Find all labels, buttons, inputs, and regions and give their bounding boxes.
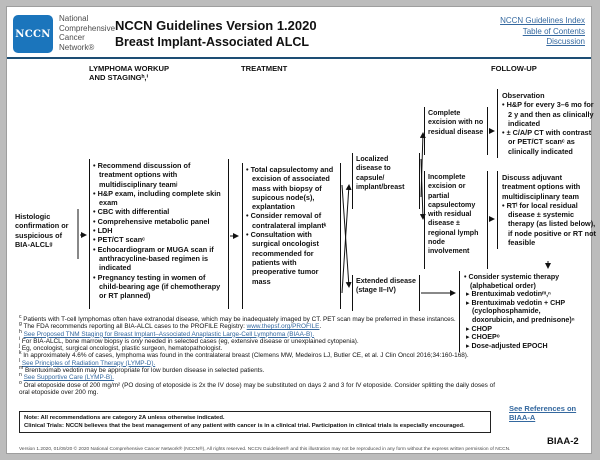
workup-item: • CBC with differential — [93, 207, 170, 217]
workup-item: • Pregnancy testing in women of child-bearing age (if chemotherapy or RT planned) — [93, 272, 221, 301]
box-extended-disease: Extended disease (stage II–IV) — [352, 275, 420, 311]
treatment-item: • Consider removal of contralateral implantᵏ — [246, 211, 327, 230]
footnote-h: $^h$ See Proposed TNM Staging for Breast Implant–Associated Anaplastic Large-Cell Lymphoma (BIAA-B). — [19, 328, 315, 338]
workup-item: • Comprehensive metabolic panel — [93, 216, 210, 226]
header-divider — [7, 57, 591, 59]
workup-item: • PET/CT scanᶜ — [93, 235, 145, 245]
box-localized-disease: Localized disease to capsule/ implant/breast — [352, 153, 420, 209]
column-header-workup: LYMPHOMA WORKUP AND STAGINGʰ,ⁱ — [89, 64, 170, 82]
org-line: Cancer — [59, 33, 85, 42]
box-treatment — [242, 163, 341, 309]
box-incomplete-excision: Incomplete excision or partial capsulectomy with residual disease ± regional lymph node involvement — [424, 171, 488, 269]
discuss-lead: Discuss adjuvant treatment options with multidisciplinary team — [502, 173, 581, 201]
org-line: Comprehensive — [59, 23, 116, 33]
link-tnm-staging[interactable]: See Proposed TNM Staging for Breast Implant–Associated Anaplastic Large-Cell Lymphoma (BIAA-B). — [23, 330, 315, 338]
systemic-item: ▸ Dose-adjusted EPOCH — [466, 341, 548, 350]
systemic-item: ▸ CHOP — [466, 324, 493, 333]
org-line: Network® — [59, 42, 95, 52]
org-name — [59, 14, 115, 52]
box-observation — [497, 89, 595, 158]
footnote-o: $^o$ Oral etoposide dose of 200 mg/m² (PO dosing of etoposide is 2x the IV dose) may be substituted on days 2 and 3 for IV etoposide. Consider splitting the daily doses of oral etoposide over 200 mg. — [19, 379, 495, 396]
treatment-item: • Total capsulectomy and excision of associated mass with biopsy of supicous node(s), explantation — [246, 165, 334, 212]
box-complete-excision: Complete excision with no residual disease — [424, 107, 488, 155]
note-box — [19, 411, 491, 433]
box-workup — [89, 159, 229, 309]
systemic-item: ▸ Brentuximab vedotinᵐ,ⁿ — [466, 290, 551, 299]
footnote-m: $^m$ Brentuximab vedotin may be appropriate for low burden disease in selected patients. — [19, 364, 265, 375]
box-discuss-adjuvant — [497, 171, 597, 249]
observation-item: • H&P for every 3–6 mo for 2 y and then as clinically indicated — [502, 100, 594, 128]
workup-item: • Echocardiogram or MUGA scan if anthracycline-based regimen is indicated — [93, 244, 214, 273]
column-header-followup: FOLLOW-UP — [491, 64, 537, 73]
arrow-localized-to-incomplete — [421, 159, 423, 219]
observation-item: • ± C/A/P CT with contrast or PET/CT scanᶜ as clinically indicated — [502, 128, 592, 156]
footnotes — [19, 313, 499, 396]
workup-item: • LDH — [93, 226, 113, 236]
systemic-item: ▸ CHOEPᵒ — [466, 333, 500, 342]
copyright-text: Version 1.2020, 01/09/20 © 2020 National Comprehensive Cancer Network® (NCCN®), All rights reserved. NCCN Guidelines® and this illustration may not be reproduced in any form without the express written permission of NCCN. — [19, 447, 511, 452]
footnote-l: $^l$ See Principles of Radiation Therapy (LYMP-D). — [19, 357, 156, 367]
org-line: National — [59, 14, 89, 23]
link-profile-registry[interactable]: www.thepsf.org/PROFILE — [246, 323, 320, 331]
header-links — [500, 16, 585, 48]
entry-label-histologic-confirmation: Histologic confirmation or suspicious of BIA-ALCLᵍ — [15, 212, 69, 249]
link-references-biaa-a[interactable]: See References on BIAA-A — [509, 404, 577, 422]
link-supportive-care[interactable]: See Supportive Care (LYMP-B). — [23, 374, 115, 382]
link-guidelines-index[interactable]: NCCN Guidelines Index — [500, 16, 585, 25]
page-number: BIAA-2 — [547, 436, 579, 447]
observation-title: Observation — [502, 91, 545, 100]
note-line: Note: All recommendations are category 2A unless otherwise indicated. — [24, 415, 225, 421]
footnote-g: $^g$ The FDA recommends reporting all BIA-ALCL cases to the PROFILE Registry: www.thepsf.org/PROFILE. — [19, 321, 322, 331]
systemic-item: ▸ Brentuximab vedotin + CHP (cyclophosphamide, doxorubicin, and prednisone)ⁿ — [466, 298, 575, 324]
link-radiation-principles[interactable]: See Principles of Radiation Therapy (LYMP-D). — [21, 359, 156, 367]
guidelines-page — [6, 6, 596, 454]
footnote-j: $^j$ Eg, oncologist, surgical oncologist, plastic surgeon, hematopathologist. — [19, 343, 223, 353]
nccn-logo: NCCN — [13, 15, 53, 53]
workup-item: • H&P exam, including complete skin exam — [93, 188, 221, 208]
page-subtitle: Breast Implant-Associated ALCL — [115, 35, 310, 49]
arrow-treatment-to-localized — [342, 185, 349, 293]
systemic-lead: • Consider systemic therapy (alphabetical order) — [464, 273, 560, 290]
treatment-item: • Consultation with surgical oncologist recommended for patients with preoperative tumor mass — [246, 230, 319, 286]
arrow-localized-to-complete — [421, 133, 423, 197]
workup-item: • Recommend discussion of treatment options with multidisciplinary teamʲ — [93, 161, 191, 189]
link-table-of-contents[interactable]: Table of Contents — [522, 26, 585, 36]
link-discussion[interactable]: Discussion — [546, 37, 585, 46]
column-header-treatment: TREATMENT — [241, 64, 288, 73]
footnote-c: $^c$ Patients with T-cell lymphomas often have extranodal disease, which may be inadequately imaged by CT. PET scan may be preferred in these instances. — [19, 313, 456, 323]
page-title: NCCN Guidelines Version 1.2020 — [115, 18, 317, 33]
footnote-n: $^n$ See Supportive Care (LYMP-B). — [19, 372, 115, 382]
clinical-trials-line: Clinical Trials: NCCN believes that the best management of any patient with cancer is in a clinical trial. Participation in clinical trials is especially encouraged. — [24, 423, 465, 429]
footnote-i: $^i$ For BIA-ALCL, bone marrow biopsy is only needed in selected cases (eg, extensive disease or unexplained cytopenia). — [19, 335, 359, 345]
discuss-item: • RTˡ for local residual disease ± systemic therapy (as listed below), if node positive or RT not feasible — [502, 200, 596, 248]
footnote-k: $^k$ In approximately 4.6% of cases, lymphoma was found in the contralateral breast (Clemens MW, Medeiros LJ, Butler CE, et al. J Clin Oncol 2016;34:160-168). — [19, 350, 469, 360]
arrow-treatment-to-extended — [342, 185, 349, 287]
